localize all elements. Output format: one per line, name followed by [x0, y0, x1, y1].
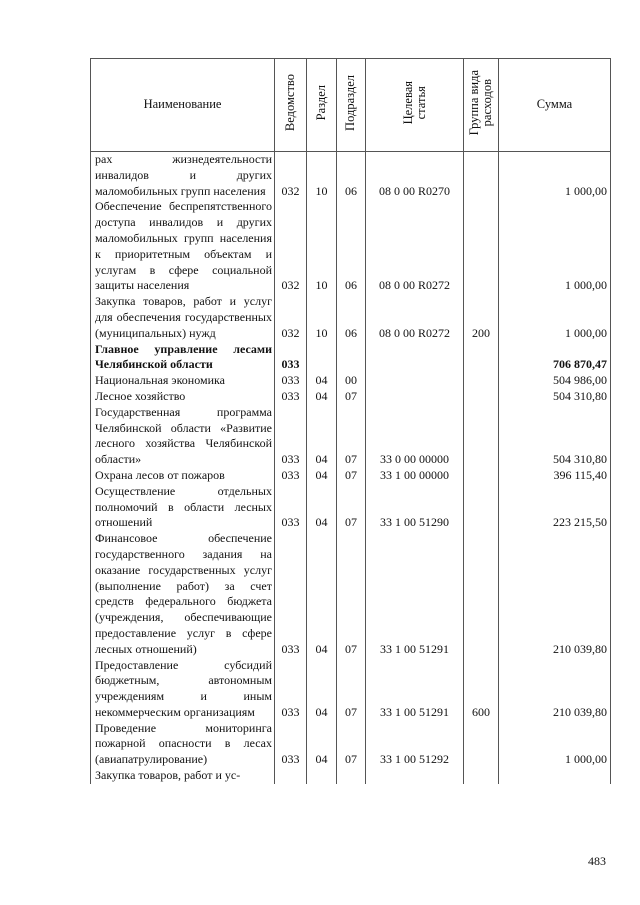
row-gruppa [464, 405, 499, 468]
row-celevaya-statya: 33 1 00 51291 [366, 531, 464, 657]
header-summa: Сумма [499, 59, 611, 152]
row-summa [499, 768, 611, 784]
row-summa: 223 215,50 [499, 484, 611, 531]
row-celevaya-statya: 33 1 00 51290 [366, 484, 464, 531]
row-summa: 210 039,80 [499, 658, 611, 721]
header-name: Наименование [91, 59, 275, 152]
row-summa: 1 000,00 [499, 199, 611, 294]
row-vedomstvo: 033 [275, 721, 307, 768]
row-vedomstvo: 033 [275, 531, 307, 657]
row-name: Обеспечение беспрепятственного доступа инвалидов и других маломобильных групп населения к приоритетным объектам и услугам в сфере социальной защиты населения [91, 199, 275, 294]
row-name: Лесное хозяйство [91, 389, 275, 405]
row-name: Главное управление лесами Челябинской области [91, 342, 275, 374]
row-razdel: 04 [307, 484, 337, 531]
row-celevaya-statya: 33 1 00 51291 [366, 658, 464, 721]
table-row [91, 405, 611, 468]
table-row [91, 658, 611, 721]
row-gruppa [464, 342, 499, 374]
table-row [91, 768, 611, 784]
row-celevaya-statya: 33 0 00 00000 [366, 405, 464, 468]
row-summa: 504 310,80 [499, 389, 611, 405]
row-razdel: 04 [307, 468, 337, 484]
page-number: 483 [588, 854, 606, 868]
header-celevaya-statya: Целевая статья [366, 59, 464, 152]
row-vedomstvo: 033 [275, 389, 307, 405]
row-razdel: 04 [307, 658, 337, 721]
row-vedomstvo: 033 [275, 468, 307, 484]
row-podrazdel: 07 [337, 484, 366, 531]
row-podrazdel: 06 [337, 294, 366, 341]
row-summa: 210 039,80 [499, 531, 611, 657]
row-podrazdel: 07 [337, 468, 366, 484]
row-celevaya-statya: 08 0 00 R0270 [366, 152, 464, 200]
row-vedomstvo: 033 [275, 658, 307, 721]
row-vedomstvo: 033 [275, 405, 307, 468]
row-vedomstvo: 032 [275, 294, 307, 341]
row-podrazdel: 06 [337, 152, 366, 200]
row-name: Предоставление субсидий бюджетным, автономным учреждениям и иным некоммерческим организациям [91, 658, 275, 721]
row-vedomstvo: 032 [275, 199, 307, 294]
row-gruppa [464, 468, 499, 484]
table-row [91, 531, 611, 657]
row-summa: 1 000,00 [499, 294, 611, 341]
row-summa: 706 870,47 [499, 342, 611, 374]
row-razdel: 10 [307, 294, 337, 341]
header-razdel: Раздел [307, 59, 337, 152]
row-celevaya-statya: 08 0 00 R0272 [366, 294, 464, 341]
table-row [91, 389, 611, 405]
budget-table [90, 58, 611, 784]
table-row [91, 152, 611, 200]
row-gruppa [464, 531, 499, 657]
row-gruppa [464, 768, 499, 784]
row-razdel: 04 [307, 373, 337, 389]
row-razdel: 10 [307, 152, 337, 200]
row-gruppa [464, 152, 499, 200]
table-row [91, 468, 611, 484]
row-podrazdel [337, 342, 366, 374]
row-celevaya-statya: 33 1 00 00000 [366, 468, 464, 484]
row-vedomstvo: 033 [275, 342, 307, 374]
row-razdel: 04 [307, 405, 337, 468]
table-row [91, 484, 611, 531]
row-name: Охрана лесов от пожаров [91, 468, 275, 484]
row-name: рах жизнедеятельности инвалидов и других маломобильных групп населения [91, 152, 275, 200]
table-row [91, 721, 611, 768]
header-vedomstvo: Ведомство [275, 59, 307, 152]
row-celevaya-statya [366, 768, 464, 784]
row-name: Финансовое обеспечение государственного задания на оказание государственных услуг (выполнение работ) за счет средств федерального бюджета (учреждения, обеспечивающие предоставление услуг в сфере лесных отношений) [91, 531, 275, 657]
row-gruppa: 200 [464, 294, 499, 341]
row-gruppa [464, 373, 499, 389]
row-celevaya-statya [366, 373, 464, 389]
header-row [91, 59, 611, 152]
row-podrazdel: 07 [337, 389, 366, 405]
table-row [91, 294, 611, 341]
row-razdel: 04 [307, 721, 337, 768]
row-summa: 1 000,00 [499, 152, 611, 200]
header-gruppa-vida-rashodov: Группа вида расходов [464, 59, 499, 152]
row-gruppa [464, 721, 499, 768]
row-summa: 1 000,00 [499, 721, 611, 768]
header-podrazdel: Подраздел [337, 59, 366, 152]
row-podrazdel: 06 [337, 199, 366, 294]
row-gruppa: 600 [464, 658, 499, 721]
row-name: Проведение мониторинга пожарной опасности в лесах (авиапатрулирование) [91, 721, 275, 768]
row-podrazdel: 07 [337, 721, 366, 768]
row-razdel: 10 [307, 199, 337, 294]
row-vedomstvo: 033 [275, 484, 307, 531]
row-celevaya-statya [366, 389, 464, 405]
row-podrazdel: 07 [337, 405, 366, 468]
row-vedomstvo: 032 [275, 152, 307, 200]
row-razdel [307, 342, 337, 374]
row-name: Осуществление отдельных полномочий в области лесных отношений [91, 484, 275, 531]
row-celevaya-statya [366, 342, 464, 374]
row-summa: 504 310,80 [499, 405, 611, 468]
row-summa: 504 986,00 [499, 373, 611, 389]
row-gruppa [464, 199, 499, 294]
row-razdel [307, 768, 337, 784]
table-row [91, 342, 611, 374]
row-name: Государственная программа Челябинской области «Развитие лесного хозяйства Челябинской области» [91, 405, 275, 468]
row-podrazdel [337, 768, 366, 784]
row-vedomstvo [275, 768, 307, 784]
row-name: Закупка товаров, работ и услуг для обеспечения государственных (муниципальных) нужд [91, 294, 275, 341]
row-podrazdel: 07 [337, 531, 366, 657]
table-row [91, 373, 611, 389]
row-razdel: 04 [307, 531, 337, 657]
row-razdel: 04 [307, 389, 337, 405]
row-name: Национальная экономика [91, 373, 275, 389]
row-celevaya-statya: 08 0 00 R0272 [366, 199, 464, 294]
row-celevaya-statya: 33 1 00 51292 [366, 721, 464, 768]
row-gruppa [464, 484, 499, 531]
row-podrazdel: 07 [337, 658, 366, 721]
row-name: Закупка товаров, работ и ус- [91, 768, 275, 784]
row-gruppa [464, 389, 499, 405]
row-vedomstvo: 033 [275, 373, 307, 389]
row-summa: 396 115,40 [499, 468, 611, 484]
table-row [91, 199, 611, 294]
row-podrazdel: 00 [337, 373, 366, 389]
